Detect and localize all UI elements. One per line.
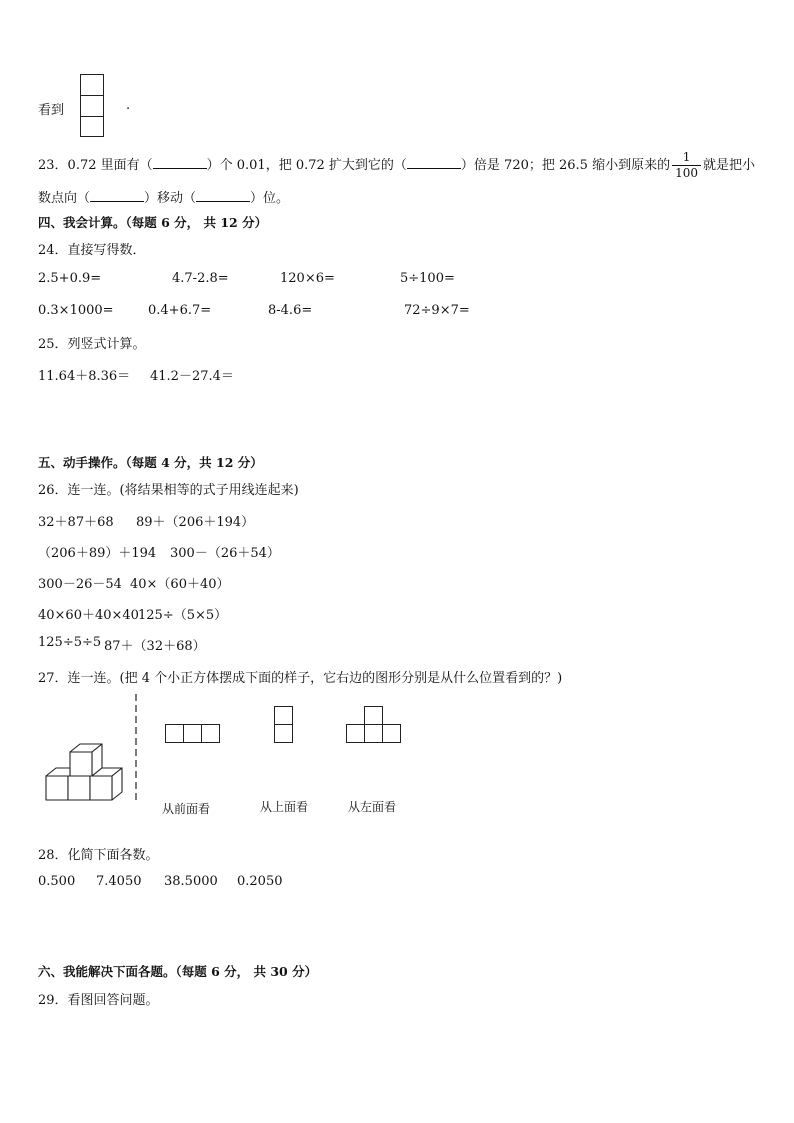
cube-left-top [46,768,70,776]
question-24-title: 24．直接写得数． [38,243,146,258]
q22-square-1 [80,74,104,96]
q23-blank-4[interactable] [196,190,250,202]
cube-front-2 [68,776,90,800]
q24-r1-item-3: 120×6= [280,271,335,286]
q28-item-1: 0.500 [38,874,76,889]
section-4-title: 四、我会计算。（每题 6 分， 共 12 分） [38,215,268,230]
view2-square-2 [274,724,293,743]
q23-blank-2[interactable] [407,157,461,169]
view3-square-top [364,706,383,725]
view2-square-1 [274,706,293,725]
q24-r1-item-2: 4.7-2.8= [172,271,229,286]
q23-fraction [672,150,701,181]
q26-left-5[interactable]: 125÷5÷5 [38,635,102,650]
q24-r2-item-2: 0.4+6.7= [148,303,212,318]
cube-front-3 [90,776,112,800]
q26-right-5[interactable]: 87＋（32＋68） [104,639,206,654]
question-27-title: 27．连一连。(把 4 个小正方体摆成下面的样子，它右边的图形分别是从什么位置看到的？) [38,671,563,686]
view3-square-1 [346,724,365,743]
q22-suffix: . [126,98,131,113]
view-label-left[interactable]: 从左面看 [348,800,397,814]
q26-right-2[interactable]: 300－（26＋54） [170,546,280,561]
question-28-title: 28．化简下面各数。 [38,848,159,863]
view1-square-2 [183,724,202,743]
q23-frac-denominator: 100 [675,166,698,180]
q23-line2-a: 数点向（ [38,191,91,206]
q26-left-4[interactable]: 40×60＋40×40 [38,608,139,623]
view-label-front[interactable]: 从前面看 [162,802,211,816]
q26-left-1[interactable]: 32＋87＋68 [38,515,114,530]
q23-part1: 0.72 里面有（ [67,158,153,173]
dashed-divider [132,694,140,804]
question-26-title: 26．连一连。(将结果相等的式子用线连起来) [38,483,299,498]
q28-item-4: 0.2050 [237,874,283,889]
view1-square-3 [201,724,220,743]
q23-line2-c: ）位。 [250,191,290,206]
q28-item-2: 7.4050 [96,874,142,889]
q26-right-4[interactable]: 125÷（5×5） [138,608,228,623]
q23-blank-1[interactable] [153,157,207,169]
q26-right-3[interactable]: 40×（60＋40） [130,577,230,592]
section-6-title: 六、我能解决下面各题。（每题 6 分， 共 30 分） [38,964,318,979]
q26-left-3[interactable]: 300－26－54 [38,577,122,592]
cube-stack-figure [40,740,130,804]
q25-item-1: 11.64＋8.36＝ [38,369,131,384]
q22-square-2 [80,95,104,117]
question-29-title: 29．看图回答问题。 [38,993,159,1008]
question-23-line-2 [38,187,289,206]
view-label-top[interactable]: 从上面看 [260,800,309,814]
q26-left-2[interactable]: （206＋89）＋194 [38,546,157,561]
q28-item-3: 38.5000 [164,874,218,889]
q25-item-2: 41.2－27.4＝ [150,369,234,384]
q23-line2-b: ）移动（ [144,191,197,206]
q24-r2-item-4: 72÷9×7= [404,303,470,318]
q23-part4: 就是把小 [702,158,755,173]
q23-blank-3[interactable] [90,190,144,202]
view1-square-1 [165,724,184,743]
q24-r2-item-3: 8-4.6= [268,303,313,318]
q24-r1-item-1: 2.5+0.9= [38,271,102,286]
q24-r2-item-1: 0.3×1000= [38,303,114,318]
view3-square-3 [382,724,401,743]
cube-front-1 [46,776,68,800]
question-25-title: 25．列竖式计算。 [38,337,146,352]
q24-r1-item-4: 5÷100= [400,271,455,286]
q22-square-3 [80,116,104,137]
q23-part3: ）倍是 720；把 26.5 缩小到原来的 [460,158,671,173]
q23-number: 23． [38,158,68,173]
cube-top-face-front [70,752,92,776]
q22-prefix: 看到 [38,103,65,118]
section-5-title: 五、动手操作。（每题 4 分，共 12 分） [38,455,263,470]
q26-right-1[interactable]: 89＋（206＋194） [136,515,255,530]
q23-part2: ）个 0.01，把 0.72 扩大到它的（ [206,158,407,173]
q23-frac-numerator: 1 [672,150,701,166]
question-23-line-1 [38,150,755,181]
view3-square-2 [364,724,383,743]
